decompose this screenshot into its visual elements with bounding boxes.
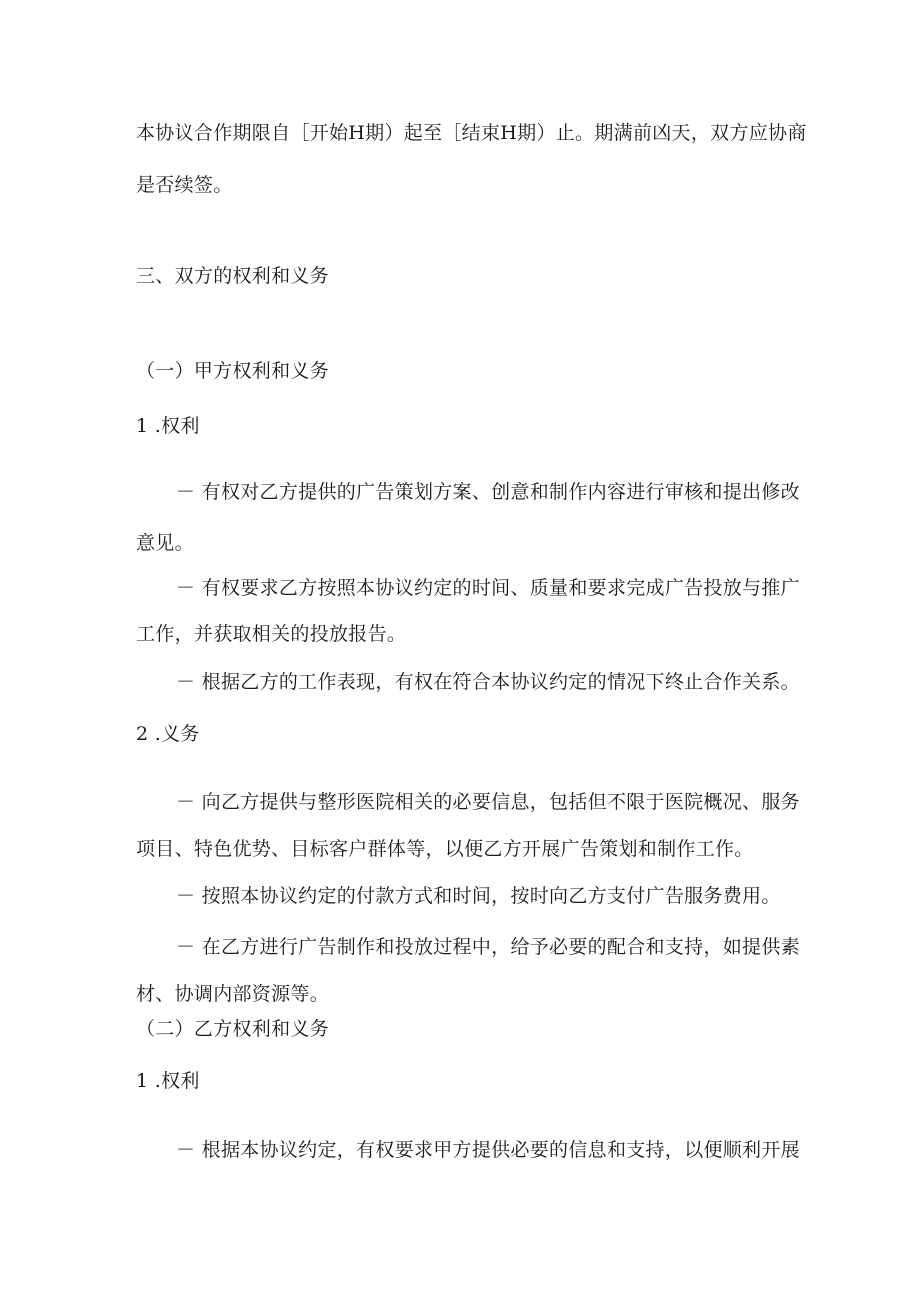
- section-3-heading: 三、双方的权利和义务: [136, 265, 330, 287]
- party-b-rights-heading: 1 .权利: [136, 1070, 200, 1092]
- party-a-duties-item-3-line-2: 材、协调内部资源等。: [136, 983, 330, 1005]
- party-a-rights-item-1-line-1: － 有权对乙方提供的广告策划方案、创意和制作内容进行审核和提出修改: [176, 481, 800, 503]
- party-a-rights-item-2-line-1: － 有权要求乙方按照本协议约定的时间、质量和要求完成广告投放与推广: [176, 577, 800, 599]
- party-a-duties-item-1-line-1: － 向乙方提供与整形医院相关的必要信息，包括但不限于医院概况、服务: [176, 791, 800, 813]
- party-b-rights-item-1-line-1: － 根据本协议约定，有权要求甲方提供必要的信息和支持，以便顺利开展: [176, 1139, 800, 1161]
- party-a-rights-heading: 1 .权利: [136, 415, 200, 437]
- party-a-duties-item-1-line-2: 项目、特色优势、目标客户群体等，以便乙方开展广告策划和制作工作。: [136, 838, 754, 860]
- party-a-rights-item-2-line-2: 工作，并获取相关的投放报告。: [136, 623, 407, 645]
- party-a-duties-heading: 2 .义务: [136, 723, 200, 745]
- party-a-rights-item-1-line-2: 意见。: [136, 532, 194, 554]
- party-a-duties-item-3-line-1: － 在乙方进行广告制作和投放过程中，给予必要的配合和支持，如提供素: [176, 936, 800, 958]
- party-a-heading: （一）甲方权利和义务: [136, 360, 330, 382]
- party-a-duties-item-2: － 按照本协议约定的付款方式和时间，按时向乙方支付广告服务费用。: [176, 885, 781, 907]
- party-b-heading: （二）乙方权利和义务: [136, 1018, 330, 1040]
- term-paragraph-line-1: 本协议合作期限自［开始H期）起至［结束H期）止。期满前凶天，双方应协商: [136, 122, 807, 144]
- term-paragraph-line-2: 是否续签。: [136, 174, 233, 196]
- party-a-rights-item-3: － 根据乙方的工作表现，有权在符合本协议约定的情况下终止合作关系。: [176, 671, 800, 693]
